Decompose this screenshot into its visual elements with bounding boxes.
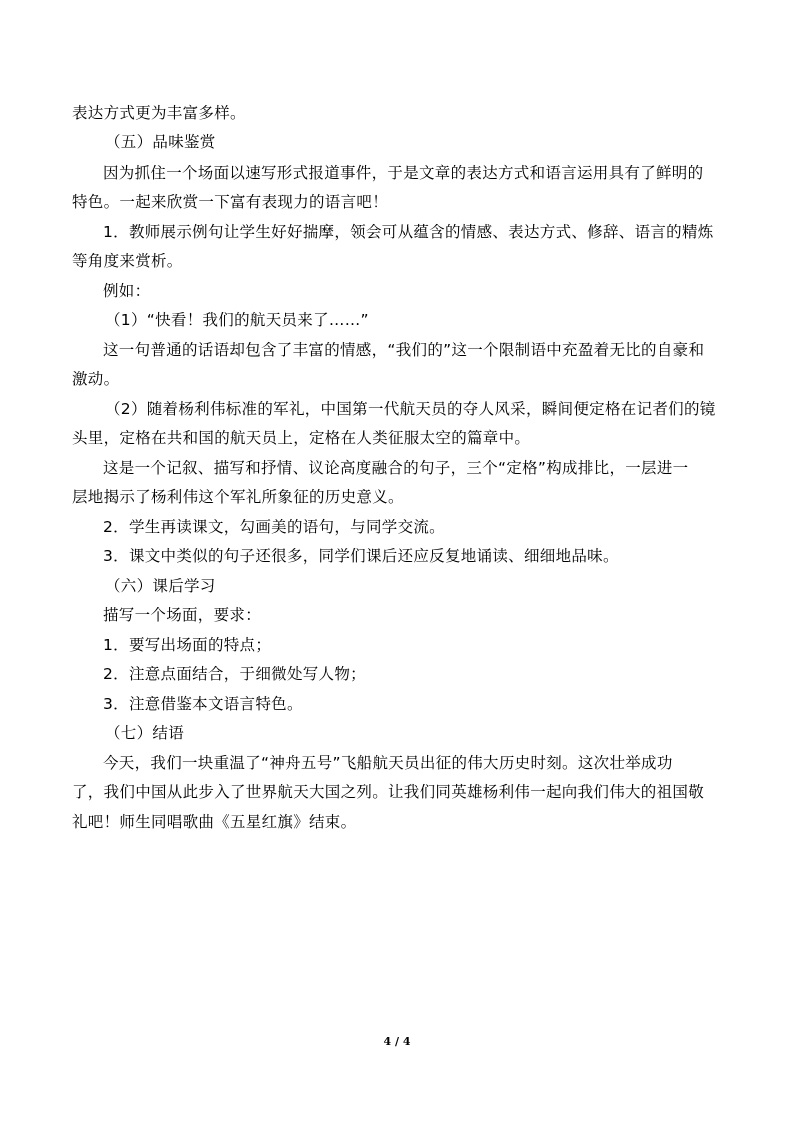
page-number: 4 / 4 xyxy=(383,1035,411,1048)
paragraph-line: 这是一个记叙、描写和抒情、议论高度融合的句子，三个“定格”构成排比，一层进一 xyxy=(103,459,689,477)
list-item: 3．注意借鉴本文语言特色。 xyxy=(103,695,303,713)
list-item: 3．课文中类似的句子还很多，同学们课后还应反复地诵读、细细地品味。 xyxy=(103,547,619,565)
paragraph-line: 因为抓住一个场面以速写形式报道事件，于是文章的表达方式和语言运用具有了鲜明的 xyxy=(103,164,704,182)
paragraph-line: 例如： xyxy=(103,282,151,300)
list-item: 1．要写出场面的特点； xyxy=(103,636,272,654)
paragraph-line: 激动。 xyxy=(72,370,120,388)
section-heading-five: （五）品味鉴赏 xyxy=(105,133,216,151)
paragraph-line: 特色。一起来欣赏一下富有表现力的语言吧！ xyxy=(72,193,389,211)
section-heading-six: （六）课后学习 xyxy=(105,577,216,595)
paragraph-line: 礼吧！师生同唱歌曲《五星红旗》结束。 xyxy=(72,813,357,831)
paragraph-line: 头里，定格在共和国的航天员上，定格在人类征服太空的篇章中。 xyxy=(72,429,531,447)
example-sentence-2: （2）随着杨利伟标准的军礼，中国第一代航天员的夺人风采，瞬间便定格在记者们的镜 xyxy=(105,400,716,418)
paragraph-line: 这一句普通的话语却包含了丰富的情感，“我们的”这一个限制语中充盈着无比的自豪和 xyxy=(103,341,705,359)
paragraph-line: 1．教师展示例句让学生好好揣摩，领会可从蕴含的情感、表达方式、修辞、语言的精炼 xyxy=(103,223,714,241)
paragraph-line: 表达方式更为丰富多样。 xyxy=(72,104,246,122)
paragraph-line: 等角度来赏析。 xyxy=(72,252,183,270)
paragraph-line: 了，我们中国从此步入了世界航天大国之列。让我们同英雄杨利伟一起向我们伟大的祖国敬 xyxy=(72,783,705,801)
paragraph-line: 层地揭示了杨利伟这个军礼所象征的历史意义。 xyxy=(72,488,404,506)
paragraph-line: 今天，我们一块重温了“神舟五号”飞船航天员出征的伟大历史时刻。这次壮举成功 xyxy=(103,754,673,772)
list-item: 2．学生再读课文，勾画美的语句，与同学交流。 xyxy=(103,518,445,536)
section-heading-seven: （七）结语 xyxy=(105,724,185,742)
example-sentence-1: （1）“快看！我们的航天员来了……” xyxy=(105,311,369,329)
paragraph-line: 描写一个场面，要求： xyxy=(103,606,262,624)
list-item: 2．注意点面结合，于细微处写人物； xyxy=(103,665,366,683)
